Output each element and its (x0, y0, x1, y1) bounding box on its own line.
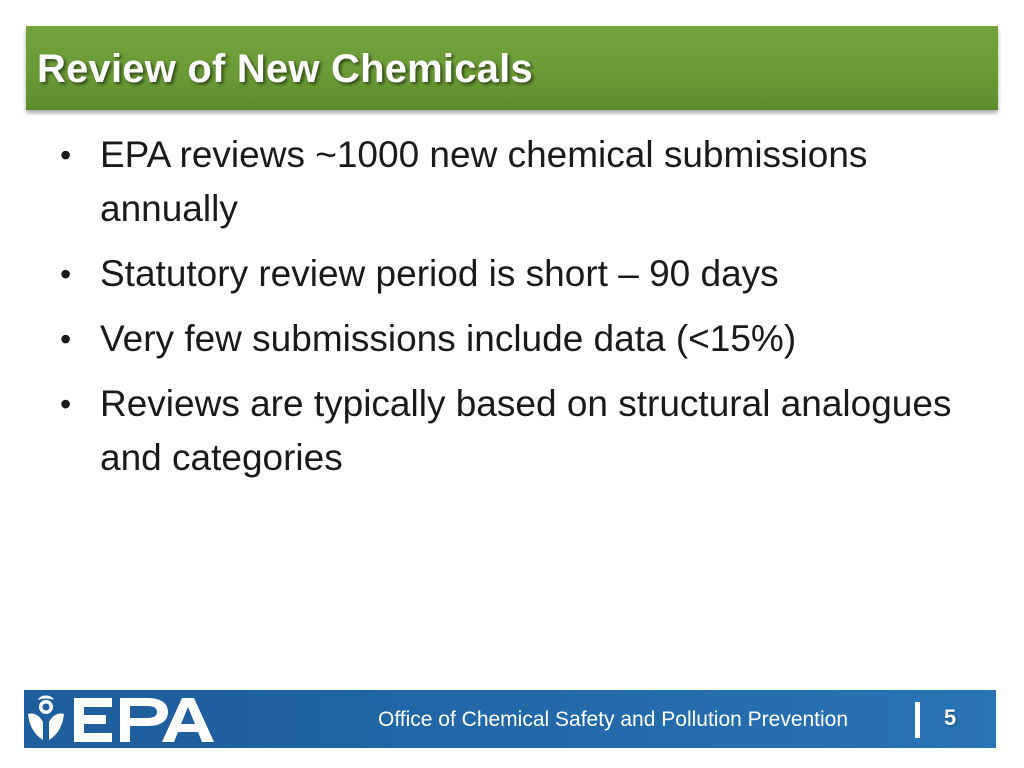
epa-flower-logo-icon (24, 690, 220, 748)
bullet-text: EPA reviews ~1000 new chemical submissions annually (100, 134, 868, 229)
bullet-item (58, 377, 968, 485)
bullet-item (58, 247, 968, 301)
bullet-list (58, 128, 968, 496)
footer (24, 690, 996, 748)
bullet-item (58, 312, 968, 366)
bullet-dot-icon: • (60, 137, 72, 173)
bullet-text: Very few submissions include data (<15%) (100, 318, 797, 359)
bullet-text: Statutory review period is short – 90 days (100, 253, 779, 294)
bullet-dot-icon: • (60, 256, 72, 292)
bullet-dot-icon: • (60, 321, 72, 357)
slide-title: Review of New Chemicals (37, 47, 533, 91)
footer-divider (915, 702, 920, 738)
epa-logo (24, 690, 220, 748)
bullet-text: Reviews are typically based on structural analogues and categories (100, 383, 952, 478)
page-number: 5 (944, 705, 957, 730)
title-bar (26, 26, 998, 110)
bullet-item (58, 128, 968, 236)
bullet-dot-icon: • (60, 386, 72, 422)
footer-office-name: Office of Chemical Safety and Pollution Prevention (378, 708, 849, 731)
